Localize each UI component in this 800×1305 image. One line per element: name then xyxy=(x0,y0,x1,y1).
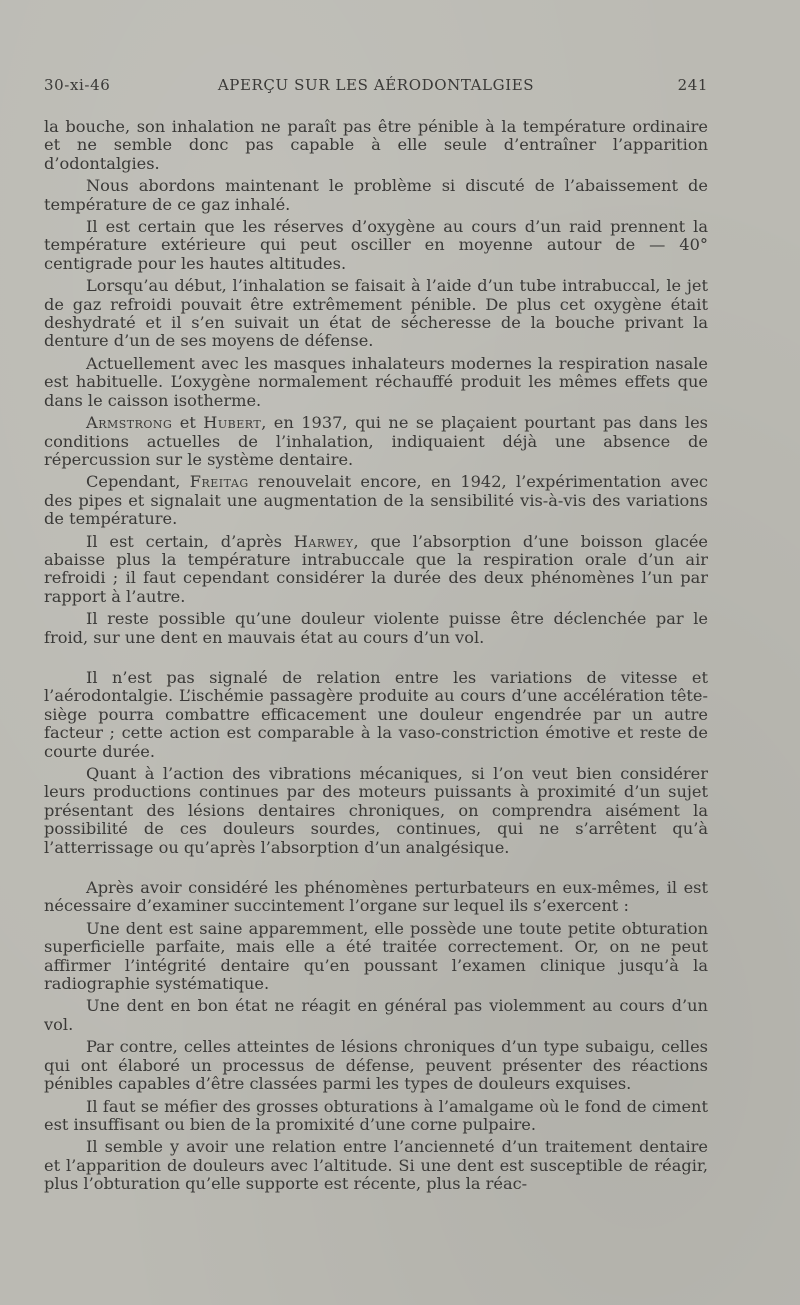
author-name: Hubert xyxy=(203,413,262,433)
paragraph: Il faut se méfier des grosses obturations à l’amalgame où le fond de ciment est insuffisant ou bien de la promixité d’une corne pulpaire. xyxy=(44,1096,708,1134)
paragraph: Armstrong et Hubert, en 1937, qui ne se plaçaient pourtant pas dans les conditions actuelles de l’inhalation, indiquaient déjà une absence de répercussion sur le système dentaire. xyxy=(44,413,708,469)
paragraph: Une dent en bon état ne réagit en général pas violemment au cours d’un vol. xyxy=(44,996,708,1034)
running-head xyxy=(44,76,708,98)
paragraph: Par contre, celles atteintes de lésions chroniques d’un type subaigu, celles qui ont élaboré un processus de défense, peuvent présenter des réactions pénibles capables d’être classées parmi les types de douleurs exquises. xyxy=(44,1037,708,1094)
paragraph: Après avoir considéré les phénomènes perturbateurs en eux-mêmes, il est nécessaire d’examiner succintement l’organe sur lequel ils s’exercent : xyxy=(44,878,708,916)
paragraph: Lorsqu’au début, l’inhalation se faisait à l’aide d’un tube intrabuccal, le jet de gaz refroidi pouvait être extrêmement pénible. De plus cet oxygène était deshydraté et il s’en suivait un état de sécheresse de la bouche privant la denture d’un de ses moyens de défense. xyxy=(44,276,708,351)
paragraph: Il reste possible qu’une douleur violente puisse être déclenchée par le froid, sur une dent en mauvais état au cours d’un vol. xyxy=(44,609,708,647)
page-number: 241 xyxy=(677,76,708,94)
header-date: 30-xi-46 xyxy=(44,76,111,94)
paragraph: Nous abordons maintenant le problème si discuté de l’abaissement de température de ce gaz inhalé. xyxy=(44,176,708,214)
paragraph: Quant à l’action des vibrations mécaniques, si l’on veut bien considérer leurs productions continues par des moteurs puissants à proximité d’un sujet présentant des lésions dentaires chroniques, on comprendra aisément la possibilité de ces douleurs sourdes, continues, qui ne s’arrêtent qu’à l’atterrissage ou qu’après l’absorption d’un analgésique. xyxy=(44,764,708,857)
author-name: Armstrong xyxy=(86,413,173,433)
paragraph: Il semble y avoir une relation entre l’ancienneté d’un traitement dentaire et l’apparition de douleurs avec l’altitude. Si une dent est susceptible de réagir, plus l’obturation qu’elle supporte est récente, plus la réac- xyxy=(44,1137,708,1194)
header-title: APERÇU SUR LES AÉRODONTALGIES xyxy=(217,76,535,94)
paragraph: Cependant, Freitag renouvelait encore, en 1942, l’expérimentation avec des pipes et signalait une augmentation de la sensibilité vis-à-vis des variations de température. xyxy=(44,472,708,529)
author-name: Freitag xyxy=(189,472,249,492)
paragraph: Il est certain, d’après Harwey, que l’absorption d’une boisson glacée abaisse plus la température intrabuccale que la respiration orale d’un air refroidi ; il faut cependant considérer la durée des deux phénomènes l’un par rapport à l’autre. xyxy=(44,531,708,606)
paragraph: Il est certain que les réserves d’oxygène au cours d’un raid prennent la température extérieure qui peut osciller en moyenne autour de — 40° centigrade pour les hautes altitudes. xyxy=(44,217,708,273)
author-name: Harwey xyxy=(293,531,354,551)
paragraph: Il n’est pas signalé de relation entre les variations de vitesse et l’aérodontalgie. L’ischémie passagère produite au cours d’une accélération tête-siège pourra combattre efficacement une douleur engendrée par un autre facteur ; cette action est comparable à la vaso-constriction émotive et reste de courte durée. xyxy=(44,667,708,761)
body-text xyxy=(44,118,708,1198)
paragraph: Actuellement avec les masques inhalateurs modernes la respiration nasale est habituelle. L’oxygène normalement réchauffé produit les mêmes effets que dans le caisson isotherme. xyxy=(44,353,708,410)
paragraph: Une dent est saine apparemment, elle possède une toute petite obturation superficielle parfaite, mais elle a été traitée correctement. Or, on ne peut affirmer l’intégrité dentaire qu’en poussant l’examen clinique jusqu’à la radiographie systématique. xyxy=(44,918,708,994)
paragraph: la bouche, son inhalation ne paraît pas être pénible à la température ordinaire et ne semble donc pas capable à elle seule d’entraîner l’apparition d’odontalgies. xyxy=(44,117,708,173)
